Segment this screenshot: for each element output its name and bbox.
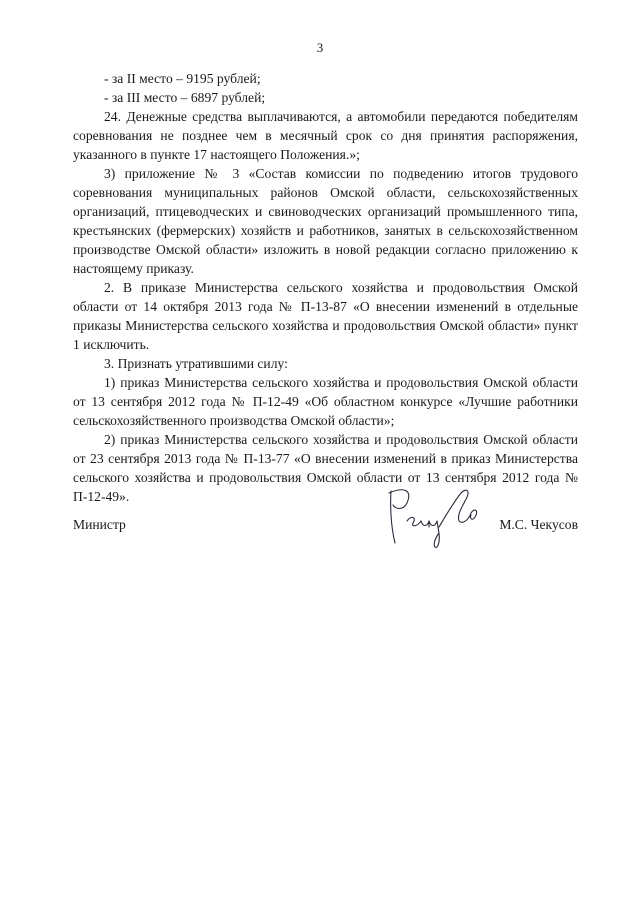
paragraph-appendix-3: 3) приложение № 3 «Состав комиссии по подведению итогов трудового соревнования муниципальных районов Омской области, сельскохозяйственных организаций, птицеводческих и свиноводческих организаций промышленного типа, крестьянских (фермерских) хозяйств и работников, занятых в сельскохозяйственном производстве Омской области» изложить в новой редакции согласно приложению к настоящему приказу. <box>73 166 578 276</box>
signatory-title: Министр <box>73 517 126 532</box>
paragraph-point-2: 2. В приказе Министерства сельского хозяйства и продовольствия Омской области от 14 октября 2013 года № П-13-87 «О внесении изменений в отдельные приказы Министерства сельского хозяйства и продовольствия Омской области» пункт 1 исключить. <box>73 280 578 352</box>
signature-block <box>73 503 578 573</box>
paragraph-item-24: 24. Денежные средства выплачиваются, а автомобили передаются победителям соревнования не позднее чем в месячный срок со дня принятия распоряжения, указанного в пункте 17 настоящего Положения.»; <box>73 109 578 162</box>
paragraph-prize-3: - за III место – 6897 рублей; <box>104 90 266 105</box>
paragraph-point-3-2: 2) приказ Министерства сельского хозяйства и продовольствия Омской области от 23 сентября 2013 года № П-13-77 «О внесении изменений в приказ Министерства сельского хозяйства и продовольствия Омской области от 13 сентября 2012 года № П-12-49». <box>73 432 578 504</box>
page-number: 3 <box>316 40 324 55</box>
paragraph-prize-2: - за II место – 9195 рублей; <box>104 71 261 86</box>
document-body <box>73 69 578 506</box>
handwritten-signature <box>383 481 493 551</box>
paragraph-point-3-1: 1) приказ Министерства сельского хозяйства и продовольствия Омской области от 13 сентября 2012 года № П-12-49 «Об областном конкурсе «Лучшие работники сельскохозяйственного производства Омской области»; <box>73 375 578 428</box>
paragraph-point-3: 3. Признать утратившими силу: <box>104 356 288 371</box>
signatory-name: М.С. Чекусов <box>499 517 578 532</box>
